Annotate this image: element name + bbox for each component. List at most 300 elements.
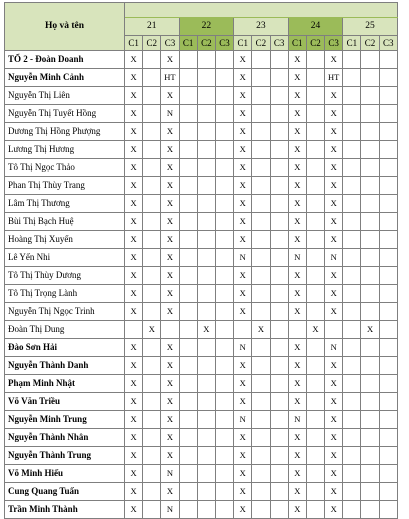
attendance-cell[interactable]: X (288, 69, 306, 87)
attendance-cell[interactable] (215, 357, 233, 375)
attendance-cell[interactable] (306, 303, 324, 321)
attendance-cell[interactable] (270, 357, 288, 375)
attendance-cell[interactable] (197, 213, 215, 231)
week-header-24[interactable]: 24 (288, 18, 343, 36)
attendance-cell[interactable]: X (161, 447, 179, 465)
session-header-21-c1[interactable]: C1 (125, 36, 143, 51)
attendance-cell[interactable]: X (125, 51, 143, 69)
session-header-22-c2[interactable]: C2 (197, 36, 215, 51)
attendance-cell[interactable]: X (125, 465, 143, 483)
attendance-cell[interactable] (197, 87, 215, 105)
attendance-cell[interactable]: X (161, 357, 179, 375)
attendance-cell[interactable] (306, 195, 324, 213)
name-column-header[interactable]: Họ và tên (5, 3, 125, 51)
attendance-cell[interactable]: X (234, 69, 252, 87)
attendance-cell[interactable]: N (161, 465, 179, 483)
attendance-cell[interactable]: X (325, 177, 343, 195)
attendance-cell[interactable] (143, 285, 161, 303)
attendance-cell[interactable] (379, 447, 397, 465)
attendance-cell[interactable] (379, 249, 397, 267)
attendance-cell[interactable] (143, 447, 161, 465)
attendance-cell[interactable] (252, 231, 270, 249)
attendance-cell[interactable] (179, 141, 197, 159)
attendance-cell[interactable] (197, 51, 215, 69)
attendance-cell[interactable]: X (161, 51, 179, 69)
attendance-cell[interactable]: X (125, 213, 143, 231)
session-header-24-c2[interactable]: C2 (306, 36, 324, 51)
attendance-cell[interactable] (306, 213, 324, 231)
attendance-cell[interactable] (361, 501, 379, 519)
attendance-cell[interactable] (179, 483, 197, 501)
attendance-cell[interactable] (306, 267, 324, 285)
attendance-cell[interactable] (179, 447, 197, 465)
attendance-cell[interactable] (234, 321, 252, 339)
attendance-cell[interactable] (270, 375, 288, 393)
attendance-cell[interactable] (379, 501, 397, 519)
attendance-cell[interactable]: X (161, 195, 179, 213)
attendance-cell[interactable] (379, 213, 397, 231)
attendance-cell[interactable]: X (161, 375, 179, 393)
attendance-cell[interactable]: X (252, 321, 270, 339)
attendance-cell[interactable] (343, 501, 361, 519)
attendance-cell[interactable] (252, 483, 270, 501)
attendance-cell[interactable] (379, 69, 397, 87)
attendance-cell[interactable] (143, 231, 161, 249)
member-name-cell[interactable]: Tô Thị Thùy Dương (5, 267, 125, 285)
attendance-cell[interactable]: X (325, 195, 343, 213)
attendance-cell[interactable]: X (325, 267, 343, 285)
attendance-cell[interactable]: X (288, 285, 306, 303)
attendance-cell[interactable]: N (325, 249, 343, 267)
attendance-cell[interactable]: X (234, 447, 252, 465)
attendance-cell[interactable] (270, 429, 288, 447)
attendance-cell[interactable]: X (288, 213, 306, 231)
attendance-cell[interactable]: X (325, 393, 343, 411)
attendance-cell[interactable] (306, 141, 324, 159)
attendance-cell[interactable] (361, 249, 379, 267)
attendance-cell[interactable] (197, 357, 215, 375)
session-header-24-c1[interactable]: C1 (288, 36, 306, 51)
attendance-cell[interactable]: X (234, 465, 252, 483)
attendance-cell[interactable] (343, 339, 361, 357)
attendance-cell[interactable]: X (143, 321, 161, 339)
attendance-cell[interactable]: X (125, 375, 143, 393)
attendance-cell[interactable] (270, 501, 288, 519)
attendance-cell[interactable] (179, 105, 197, 123)
attendance-cell[interactable] (197, 411, 215, 429)
attendance-cell[interactable] (215, 195, 233, 213)
attendance-cell[interactable] (252, 195, 270, 213)
attendance-cell[interactable] (125, 321, 143, 339)
attendance-cell[interactable] (361, 411, 379, 429)
attendance-cell[interactable] (179, 69, 197, 87)
attendance-cell[interactable]: X (234, 141, 252, 159)
member-name-cell[interactable]: Nguyễn Thị Ngọc Trinh (5, 303, 125, 321)
session-header-24-c3[interactable]: C3 (325, 36, 343, 51)
member-name-cell[interactable]: Võ Minh Hiếu (5, 465, 125, 483)
attendance-cell[interactable]: X (125, 141, 143, 159)
attendance-cell[interactable] (361, 267, 379, 285)
attendance-cell[interactable] (361, 105, 379, 123)
attendance-cell[interactable]: X (288, 303, 306, 321)
attendance-cell[interactable]: X (125, 159, 143, 177)
attendance-cell[interactable]: X (288, 501, 306, 519)
attendance-cell[interactable] (343, 51, 361, 69)
attendance-cell[interactable]: X (161, 339, 179, 357)
attendance-cell[interactable] (270, 141, 288, 159)
attendance-cell[interactable] (361, 375, 379, 393)
attendance-cell[interactable]: X (361, 321, 379, 339)
attendance-cell[interactable] (197, 249, 215, 267)
attendance-cell[interactable]: X (288, 105, 306, 123)
attendance-cell[interactable] (179, 249, 197, 267)
attendance-cell[interactable] (270, 465, 288, 483)
attendance-cell[interactable]: X (234, 123, 252, 141)
attendance-cell[interactable]: X (125, 339, 143, 357)
attendance-cell[interactable] (270, 213, 288, 231)
attendance-cell[interactable] (197, 465, 215, 483)
attendance-cell[interactable] (143, 429, 161, 447)
attendance-cell[interactable]: N (234, 411, 252, 429)
attendance-cell[interactable] (306, 447, 324, 465)
attendance-cell[interactable] (306, 87, 324, 105)
attendance-cell[interactable] (270, 231, 288, 249)
attendance-cell[interactable]: N (288, 249, 306, 267)
attendance-cell[interactable] (179, 159, 197, 177)
attendance-cell[interactable] (179, 87, 197, 105)
attendance-cell[interactable] (215, 51, 233, 69)
attendance-cell[interactable]: X (288, 393, 306, 411)
attendance-cell[interactable]: X (234, 501, 252, 519)
attendance-cell[interactable] (215, 339, 233, 357)
attendance-cell[interactable]: X (234, 429, 252, 447)
member-name-cell[interactable]: Nguyễn Minh Trung (5, 411, 125, 429)
attendance-cell[interactable]: X (325, 357, 343, 375)
attendance-cell[interactable] (270, 69, 288, 87)
attendance-cell[interactable] (179, 303, 197, 321)
attendance-cell[interactable]: X (288, 339, 306, 357)
attendance-cell[interactable] (179, 213, 197, 231)
attendance-cell[interactable] (361, 231, 379, 249)
member-name-cell[interactable]: Dương Thị Hồng Phượng (5, 123, 125, 141)
member-name-cell[interactable]: Nguyễn Minh Cảnh (5, 69, 125, 87)
attendance-cell[interactable] (361, 483, 379, 501)
attendance-cell[interactable] (215, 249, 233, 267)
attendance-cell[interactable] (270, 393, 288, 411)
attendance-cell[interactable] (361, 303, 379, 321)
attendance-cell[interactable] (252, 141, 270, 159)
attendance-cell[interactable]: X (234, 393, 252, 411)
attendance-cell[interactable] (197, 429, 215, 447)
attendance-cell[interactable]: X (288, 267, 306, 285)
attendance-cell[interactable]: X (161, 141, 179, 159)
week-header-23[interactable]: 23 (234, 18, 289, 36)
member-name-cell[interactable]: Tô Thị Trọng Lành (5, 285, 125, 303)
attendance-cell[interactable] (252, 69, 270, 87)
attendance-cell[interactable] (306, 483, 324, 501)
attendance-cell[interactable] (343, 285, 361, 303)
attendance-cell[interactable] (361, 285, 379, 303)
attendance-cell[interactable] (143, 51, 161, 69)
attendance-cell[interactable] (361, 177, 379, 195)
attendance-cell[interactable] (143, 483, 161, 501)
attendance-cell[interactable]: N (234, 339, 252, 357)
attendance-cell[interactable]: X (234, 357, 252, 375)
attendance-cell[interactable]: X (125, 429, 143, 447)
attendance-cell[interactable]: X (288, 141, 306, 159)
member-name-cell[interactable]: Nguyễn Thành Nhân (5, 429, 125, 447)
attendance-cell[interactable] (143, 213, 161, 231)
attendance-cell[interactable] (252, 375, 270, 393)
attendance-cell[interactable] (179, 465, 197, 483)
member-name-cell[interactable]: Đoàn Thị Dung (5, 321, 125, 339)
attendance-cell[interactable] (306, 123, 324, 141)
attendance-cell[interactable]: X (325, 159, 343, 177)
attendance-cell[interactable] (143, 375, 161, 393)
attendance-cell[interactable] (361, 123, 379, 141)
attendance-cell[interactable] (379, 411, 397, 429)
attendance-cell[interactable] (197, 483, 215, 501)
attendance-cell[interactable] (343, 321, 361, 339)
attendance-cell[interactable] (179, 429, 197, 447)
attendance-cell[interactable] (197, 177, 215, 195)
member-name-cell[interactable]: Nguyễn Thành Danh (5, 357, 125, 375)
attendance-cell[interactable] (143, 87, 161, 105)
attendance-cell[interactable]: X (325, 213, 343, 231)
attendance-cell[interactable] (252, 501, 270, 519)
attendance-cell[interactable] (197, 267, 215, 285)
attendance-cell[interactable] (252, 159, 270, 177)
attendance-cell[interactable] (270, 411, 288, 429)
attendance-cell[interactable] (288, 321, 306, 339)
attendance-cell[interactable] (179, 267, 197, 285)
attendance-cell[interactable] (143, 501, 161, 519)
attendance-cell[interactable] (252, 267, 270, 285)
attendance-cell[interactable]: X (234, 159, 252, 177)
attendance-cell[interactable]: X (234, 105, 252, 123)
attendance-cell[interactable]: X (125, 87, 143, 105)
attendance-cell[interactable] (143, 339, 161, 357)
attendance-cell[interactable] (361, 339, 379, 357)
attendance-cell[interactable] (306, 393, 324, 411)
attendance-cell[interactable]: X (161, 159, 179, 177)
attendance-cell[interactable]: X (125, 411, 143, 429)
attendance-cell[interactable] (270, 483, 288, 501)
attendance-cell[interactable] (343, 357, 361, 375)
attendance-cell[interactable]: X (125, 393, 143, 411)
attendance-cell[interactable]: X (125, 69, 143, 87)
attendance-cell[interactable]: X (234, 231, 252, 249)
attendance-cell[interactable] (197, 231, 215, 249)
attendance-cell[interactable] (343, 303, 361, 321)
attendance-cell[interactable] (143, 249, 161, 267)
attendance-cell[interactable] (306, 231, 324, 249)
attendance-cell[interactable] (343, 267, 361, 285)
attendance-cell[interactable]: X (325, 501, 343, 519)
attendance-cell[interactable]: X (288, 159, 306, 177)
attendance-cell[interactable] (270, 285, 288, 303)
attendance-cell[interactable] (343, 213, 361, 231)
attendance-cell[interactable]: X (288, 465, 306, 483)
attendance-cell[interactable] (361, 51, 379, 69)
attendance-cell[interactable]: X (325, 123, 343, 141)
attendance-cell[interactable] (343, 465, 361, 483)
attendance-cell[interactable] (143, 141, 161, 159)
attendance-cell[interactable]: X (161, 267, 179, 285)
attendance-cell[interactable]: X (125, 105, 143, 123)
attendance-cell[interactable] (143, 303, 161, 321)
attendance-cell[interactable] (179, 321, 197, 339)
week-header-21[interactable]: 21 (125, 18, 180, 36)
attendance-cell[interactable] (306, 51, 324, 69)
attendance-cell[interactable]: X (125, 177, 143, 195)
attendance-cell[interactable]: X (125, 483, 143, 501)
attendance-cell[interactable]: HT (325, 69, 343, 87)
attendance-cell[interactable] (197, 339, 215, 357)
attendance-cell[interactable]: X (125, 195, 143, 213)
session-header-23-c3[interactable]: C3 (270, 36, 288, 51)
attendance-cell[interactable] (270, 447, 288, 465)
attendance-cell[interactable] (270, 339, 288, 357)
attendance-cell[interactable] (270, 159, 288, 177)
attendance-cell[interactable] (252, 339, 270, 357)
attendance-cell[interactable] (343, 393, 361, 411)
attendance-cell[interactable]: X (234, 195, 252, 213)
attendance-cell[interactable] (343, 195, 361, 213)
member-name-cell[interactable]: Cung Quang Tuấn (5, 483, 125, 501)
attendance-cell[interactable] (343, 429, 361, 447)
attendance-cell[interactable] (306, 177, 324, 195)
attendance-cell[interactable] (361, 141, 379, 159)
attendance-cell[interactable] (215, 231, 233, 249)
attendance-cell[interactable] (197, 159, 215, 177)
attendance-cell[interactable] (306, 411, 324, 429)
attendance-cell[interactable] (252, 447, 270, 465)
attendance-cell[interactable] (343, 87, 361, 105)
attendance-cell[interactable] (215, 177, 233, 195)
week-header-25[interactable]: 25 (343, 18, 398, 36)
attendance-cell[interactable]: X (325, 465, 343, 483)
attendance-cell[interactable]: X (325, 411, 343, 429)
attendance-cell[interactable] (179, 51, 197, 69)
attendance-cell[interactable]: X (161, 231, 179, 249)
attendance-cell[interactable]: X (125, 501, 143, 519)
attendance-cell[interactable] (379, 51, 397, 69)
attendance-cell[interactable]: X (161, 429, 179, 447)
attendance-cell[interactable]: X (325, 51, 343, 69)
attendance-cell[interactable]: X (234, 213, 252, 231)
attendance-cell[interactable]: X (325, 141, 343, 159)
attendance-cell[interactable] (252, 213, 270, 231)
attendance-cell[interactable] (379, 105, 397, 123)
attendance-cell[interactable] (215, 159, 233, 177)
session-header-22-c3[interactable]: C3 (215, 36, 233, 51)
attendance-cell[interactable] (252, 429, 270, 447)
attendance-cell[interactable] (343, 375, 361, 393)
attendance-cell[interactable] (179, 375, 197, 393)
attendance-cell[interactable] (379, 123, 397, 141)
attendance-cell[interactable]: X (125, 285, 143, 303)
attendance-cell[interactable] (306, 465, 324, 483)
attendance-cell[interactable]: N (161, 105, 179, 123)
attendance-cell[interactable] (270, 51, 288, 69)
attendance-cell[interactable] (379, 375, 397, 393)
attendance-cell[interactable] (379, 159, 397, 177)
attendance-cell[interactable] (215, 411, 233, 429)
attendance-cell[interactable] (143, 195, 161, 213)
attendance-cell[interactable]: X (125, 231, 143, 249)
attendance-cell[interactable] (270, 267, 288, 285)
attendance-cell[interactable] (215, 483, 233, 501)
attendance-cell[interactable] (361, 465, 379, 483)
attendance-cell[interactable]: X (325, 447, 343, 465)
attendance-cell[interactable] (179, 357, 197, 375)
attendance-cell[interactable]: X (325, 429, 343, 447)
attendance-cell[interactable]: X (125, 267, 143, 285)
attendance-cell[interactable] (197, 285, 215, 303)
attendance-cell[interactable] (306, 339, 324, 357)
attendance-cell[interactable] (215, 465, 233, 483)
attendance-cell[interactable] (197, 447, 215, 465)
attendance-cell[interactable]: X (234, 303, 252, 321)
attendance-cell[interactable] (197, 393, 215, 411)
attendance-cell[interactable] (215, 375, 233, 393)
attendance-cell[interactable]: X (288, 177, 306, 195)
attendance-cell[interactable] (361, 195, 379, 213)
attendance-cell[interactable] (143, 177, 161, 195)
attendance-cell[interactable] (197, 105, 215, 123)
attendance-cell[interactable]: X (161, 483, 179, 501)
session-header-21-c3[interactable]: C3 (161, 36, 179, 51)
attendance-cell[interactable] (197, 501, 215, 519)
member-name-cell[interactable]: Lê Yến Nhi (5, 249, 125, 267)
attendance-cell[interactable] (379, 231, 397, 249)
attendance-cell[interactable] (179, 285, 197, 303)
attendance-cell[interactable] (379, 357, 397, 375)
session-header-25-c1[interactable]: C1 (343, 36, 361, 51)
attendance-cell[interactable]: X (288, 195, 306, 213)
session-header-21-c2[interactable]: C2 (143, 36, 161, 51)
attendance-cell[interactable]: X (325, 483, 343, 501)
attendance-cell[interactable] (379, 483, 397, 501)
attendance-cell[interactable] (143, 105, 161, 123)
attendance-cell[interactable]: X (234, 177, 252, 195)
attendance-cell[interactable] (270, 87, 288, 105)
attendance-cell[interactable] (252, 249, 270, 267)
attendance-cell[interactable]: X (161, 393, 179, 411)
attendance-cell[interactable] (270, 105, 288, 123)
attendance-cell[interactable] (143, 267, 161, 285)
attendance-cell[interactable] (379, 87, 397, 105)
attendance-cell[interactable]: X (234, 483, 252, 501)
attendance-cell[interactable] (361, 357, 379, 375)
member-name-cell[interactable]: Lương Thị Hương (5, 141, 125, 159)
attendance-cell[interactable] (343, 177, 361, 195)
attendance-cell[interactable] (270, 123, 288, 141)
attendance-cell[interactable]: X (288, 447, 306, 465)
attendance-cell[interactable] (179, 411, 197, 429)
attendance-cell[interactable]: X (161, 411, 179, 429)
attendance-cell[interactable] (161, 321, 179, 339)
attendance-cell[interactable]: X (325, 105, 343, 123)
attendance-cell[interactable] (143, 159, 161, 177)
attendance-cell[interactable] (252, 87, 270, 105)
attendance-cell[interactable] (252, 303, 270, 321)
attendance-cell[interactable] (379, 465, 397, 483)
session-header-23-c1[interactable]: C1 (234, 36, 252, 51)
member-name-cell[interactable]: Phạm Minh Nhật (5, 375, 125, 393)
attendance-cell[interactable]: X (234, 87, 252, 105)
